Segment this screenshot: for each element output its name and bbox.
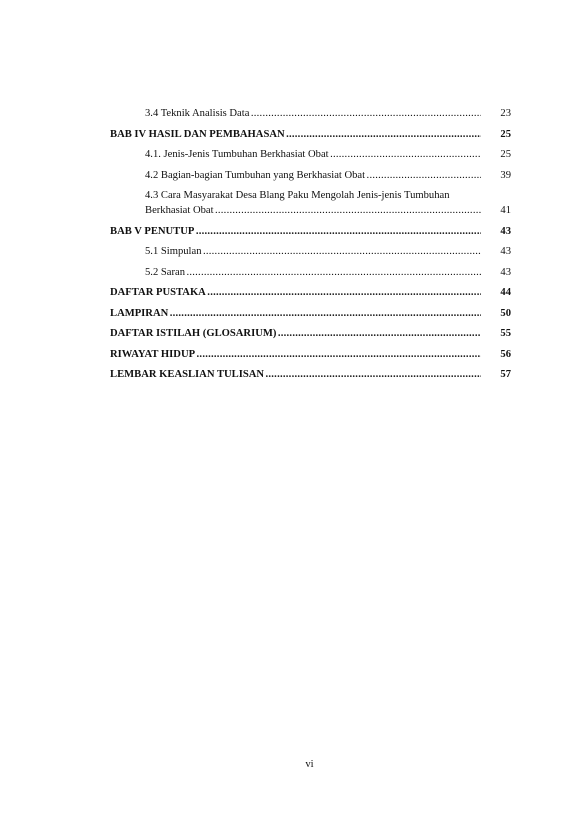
toc-entry-page: 50	[500, 307, 511, 319]
toc-entry-page: 25	[500, 128, 511, 140]
page-number: vi	[305, 759, 314, 770]
toc-entry-page: 56	[500, 348, 511, 360]
toc-entry-page: 25	[500, 149, 511, 160]
toc-entry-title: 4.2 Bagian-bagian Tumbuhan yang Berkhasiat Obat	[145, 169, 366, 181]
toc-entry	[110, 245, 511, 258]
page-footer	[0, 759, 579, 770]
toc-entry-title: 5.1 Simpulan	[145, 246, 202, 257]
toc-entry-title: RIWAYAT HIDUP	[110, 348, 196, 360]
toc-entry-title: LAMPIRAN	[110, 307, 169, 319]
toc-entry-page: 43	[500, 266, 511, 278]
toc-entry	[110, 286, 511, 299]
toc-entry	[110, 128, 511, 141]
toc-entry-title-line1: 4.3 Cara Masyarakat Desa Blang Paku Mengolah Jenis-jenis Tumbuhan	[145, 190, 450, 201]
toc-entry-page: 43	[500, 246, 511, 257]
toc-entry	[110, 225, 511, 238]
toc-entry	[110, 348, 511, 361]
toc-entry-title: BAB IV HASIL DAN PEMBAHASAN	[110, 128, 285, 140]
toc-entry-title: DAFTAR PUSTAKA	[110, 287, 206, 298]
toc-entry-title: DAFTAR ISTILAH (GLOSARIUM)	[110, 328, 277, 339]
toc-entry-page: 39	[500, 169, 511, 181]
toc-entry	[110, 368, 511, 381]
toc-entry-title-line2: Berkhasiat Obat	[145, 205, 214, 216]
toc-entry-title: 5.2 Saran	[145, 266, 186, 278]
toc-entry	[110, 169, 511, 182]
toc-entry-title: 4.1. Jenis-Jenis Tumbuhan Berkhasiat Obat	[145, 149, 329, 160]
toc-entry-page: 55	[500, 328, 511, 339]
toc-entry-title: BAB V PENUTUP	[110, 225, 195, 237]
toc-entry	[110, 189, 511, 217]
toc-entry-page: 57	[500, 369, 511, 380]
toc-entry	[110, 266, 511, 279]
toc-entry	[110, 327, 511, 340]
toc-entry-title: 3.4 Teknik Analisis Data	[145, 108, 250, 119]
toc-entry-page: 41	[500, 205, 511, 216]
toc-entry-page: 44	[500, 287, 511, 298]
toc-entry-page: 43	[500, 225, 511, 237]
toc-entry-title: LEMBAR KEASLIAN TULISAN	[110, 369, 265, 380]
toc-entry	[110, 107, 511, 120]
toc-entry	[110, 307, 511, 320]
table-of-contents	[110, 107, 511, 389]
toc-entry	[110, 148, 511, 161]
toc-entry-page: 23	[500, 108, 511, 119]
